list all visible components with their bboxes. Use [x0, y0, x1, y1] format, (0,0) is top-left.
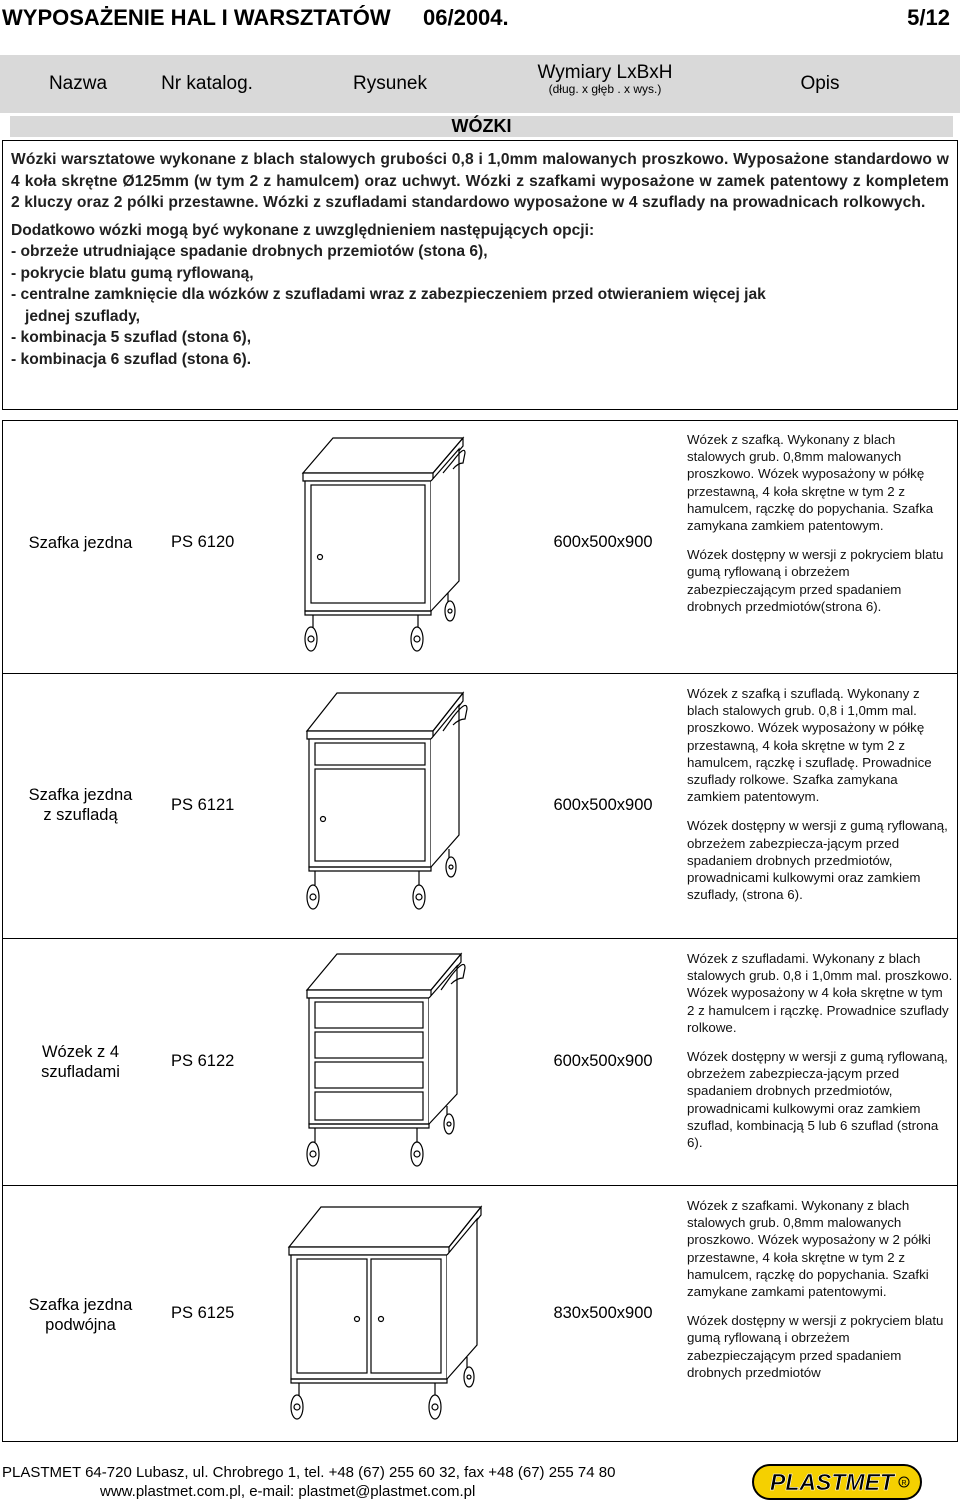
product-description — [687, 685, 953, 903]
description-options: Wózek dostępny w wersji z gumą ryflowaną, obrzeżem zabezpiecza-jącym przed spadaniem drobnych przedmiotów, prowadnicami kulkowymi oraz zamkiem szuflad, kombinacją 5 lub 6 szuflad (strona 6). — [687, 1049, 948, 1151]
table-row — [3, 1187, 957, 1441]
column-drawing: Rysunek — [353, 73, 427, 94]
product-name — [3, 1295, 158, 1335]
column-name: Nazwa — [48, 73, 108, 94]
product-name-line: szufladami — [41, 1063, 120, 1081]
product-code: PS 6122 — [171, 1052, 235, 1070]
description-main: Wózek z szafką. Wykonany z blach stalowych grub. 0,8mm malowanych proszkowo. Wózek wyposażony w półkę przestawną, 4 koła skrętne w tym 2 z hamulcem, rączkę do popychania. Szafka zamykana zamkiem patentowym. — [687, 432, 934, 534]
product-dimensions: 830x500x900 — [553, 1304, 653, 1322]
company-address: PLASTMET 64-720 Lubasz, ul. Chrobrego 1, tel. +48 (67) 255 60 32, fax +48 (67) 255 74 80 — [2, 1464, 616, 1481]
product-name — [3, 533, 158, 553]
column-dimensions-label: Wymiary LxBxH — [537, 62, 673, 83]
section-title: WÓZKI — [451, 116, 512, 136]
description-options: Wózek dostępny w wersji z gumą ryflowaną, obrzeżem zabezpiecza-jącym przed spadaniem drobnych przedmiotów, prowadnicami kulkowymi oraz zamkiem szuflady, (strona 6). — [687, 818, 948, 903]
product-dimensions: 600x500x900 — [553, 796, 653, 814]
description-main: Wózek z szafką i szufladą. Wykonany z blach stalowych grub. 0,8 i 1,0mm mal. proszkowo. Wózek wyposażony w półkę przestawną, 4 koła skrętne w tym 2 z hamulcem, rączkę i szufladę. Prowadnice szuflady rolkowe. Szafka zamykana zamkiem patentowym. — [687, 686, 932, 805]
description-main: Wózek z szafkami. Wykonany z blach stalowych grub. 0,8mm malowanych proszkowo. Wózek wyposażony w 2 półki przestawne, 4 koła skrętne w tym 2 z hamulcem, rączkę do popychania. Szafki zamykane zamkami patentowymi. — [687, 1198, 931, 1300]
logo-text: PLASTMET — [770, 1469, 894, 1495]
description-options: Wózek dostępny w wersji z pokryciem blatu gumą ryflowaną i obrzeżem zabezpieczającym przed spadaniem drobnych przedmiotów(strona 6). — [687, 547, 944, 614]
product-dimensions: 600x500x900 — [553, 1052, 653, 1070]
column-description: Opis — [800, 73, 840, 94]
product-drawing-drawers — [293, 948, 483, 1185]
product-dimensions: 600x500x900 — [553, 533, 653, 551]
options-lead: Dodatkowo wózki mogą być wykonane z uwzględnieniem następujących opcji: — [11, 221, 595, 239]
intro-paragraph: Wózki warsztatowe wykonane z blach stalowych grubości 0,8 i 1,0mm malowanych proszkowo. Wyposażone standardowo w 4 koła skrętne Ø125mm (w tym 2 z hamulcem) oraz uchwyt. Wózki z szafkami wyposażone w zamek patentowy z kompletem 2 kluczy oraz 2 pólki przestawne. Wózki z szufladami standardowo wyposażone w 4 szuflady na prowadnicach rolkowych. — [11, 151, 949, 211]
intro-box — [2, 140, 958, 410]
column-dimensions — [520, 63, 690, 96]
option-item: - obrzeże utrudniające spadanie drobnych przemiotów (stona 6), — [11, 243, 488, 260]
column-code: Nr katalog. — [161, 73, 253, 94]
description-main: Wózek z szufladami. Wykonany z blach stalowych grub. 0,8 i 1,0mm mal. proszkowo. Wózek wyposażony w 4 koła skrętne w tym 2 z hamulcem i rączkę. Prowadnice szuflady rolkowe. — [687, 951, 953, 1035]
plastmet-logo — [752, 1464, 922, 1500]
page-number: 5/12 — [907, 5, 950, 30]
option-item: - centralne zamknięcie dla wózków z szufladami wraz z zabezpieczeniem przed otwieraniem więcej jak — [11, 286, 766, 303]
option-item: - kombinacja 6 szuflad (stona 6). — [11, 350, 252, 368]
option-item: - pokrycie blatu gumą ryflowaną, — [11, 264, 254, 282]
product-code: PS 6120 — [171, 533, 235, 551]
product-name-line: Wózek z 4 — [41, 1043, 120, 1061]
column-header — [0, 55, 960, 113]
product-name-line: Szafka jezdna — [28, 1296, 133, 1314]
product-name — [3, 1042, 158, 1082]
product-code: PS 6125 — [171, 1304, 235, 1322]
product-description — [687, 431, 953, 615]
options-list — [11, 220, 949, 371]
product-name-line: z szufladą — [43, 806, 118, 824]
company-contact: www.plastmet.com.pl, e-mail: plastmet@plastmet.com.pl — [100, 1483, 476, 1500]
svg-text:R: R — [901, 1480, 907, 1487]
product-drawing-double-cabinet — [281, 1199, 501, 1436]
product-drawing-cabinet — [293, 433, 483, 670]
product-code: PS 6121 — [171, 796, 235, 814]
page-header — [0, 0, 960, 40]
product-name-line: Szafka jezdna — [28, 534, 133, 552]
product-description — [687, 950, 953, 1151]
table-row — [3, 421, 957, 674]
option-item-continued: jednej szuflady, — [25, 307, 140, 325]
product-description — [687, 1197, 953, 1381]
product-name — [3, 785, 158, 825]
document-date: 06/2004. — [423, 5, 509, 30]
product-table — [2, 420, 958, 1442]
document-title: WYPOSAŻENIE HAL I WARSZTATÓW — [2, 5, 391, 30]
description-options: Wózek dostępny w wersji z pokryciem blatu gumą ryflowaną i obrzeżem zabezpieczającym przed spadaniem drobnych przedmiotów — [687, 1313, 944, 1380]
product-drawing-cabinet-drawer — [293, 685, 483, 930]
product-name-line: podwójna — [45, 1316, 116, 1334]
page-footer — [0, 1462, 960, 1505]
table-row — [3, 940, 957, 1186]
table-row — [3, 675, 957, 939]
section-bar — [10, 116, 953, 137]
option-item: - kombinacja 5 szuflad (stona 6), — [11, 329, 252, 346]
column-dimensions-sub: (dług. x głęb . x wys.) — [548, 82, 662, 96]
product-name-line: Szafka jezdna — [28, 786, 133, 804]
